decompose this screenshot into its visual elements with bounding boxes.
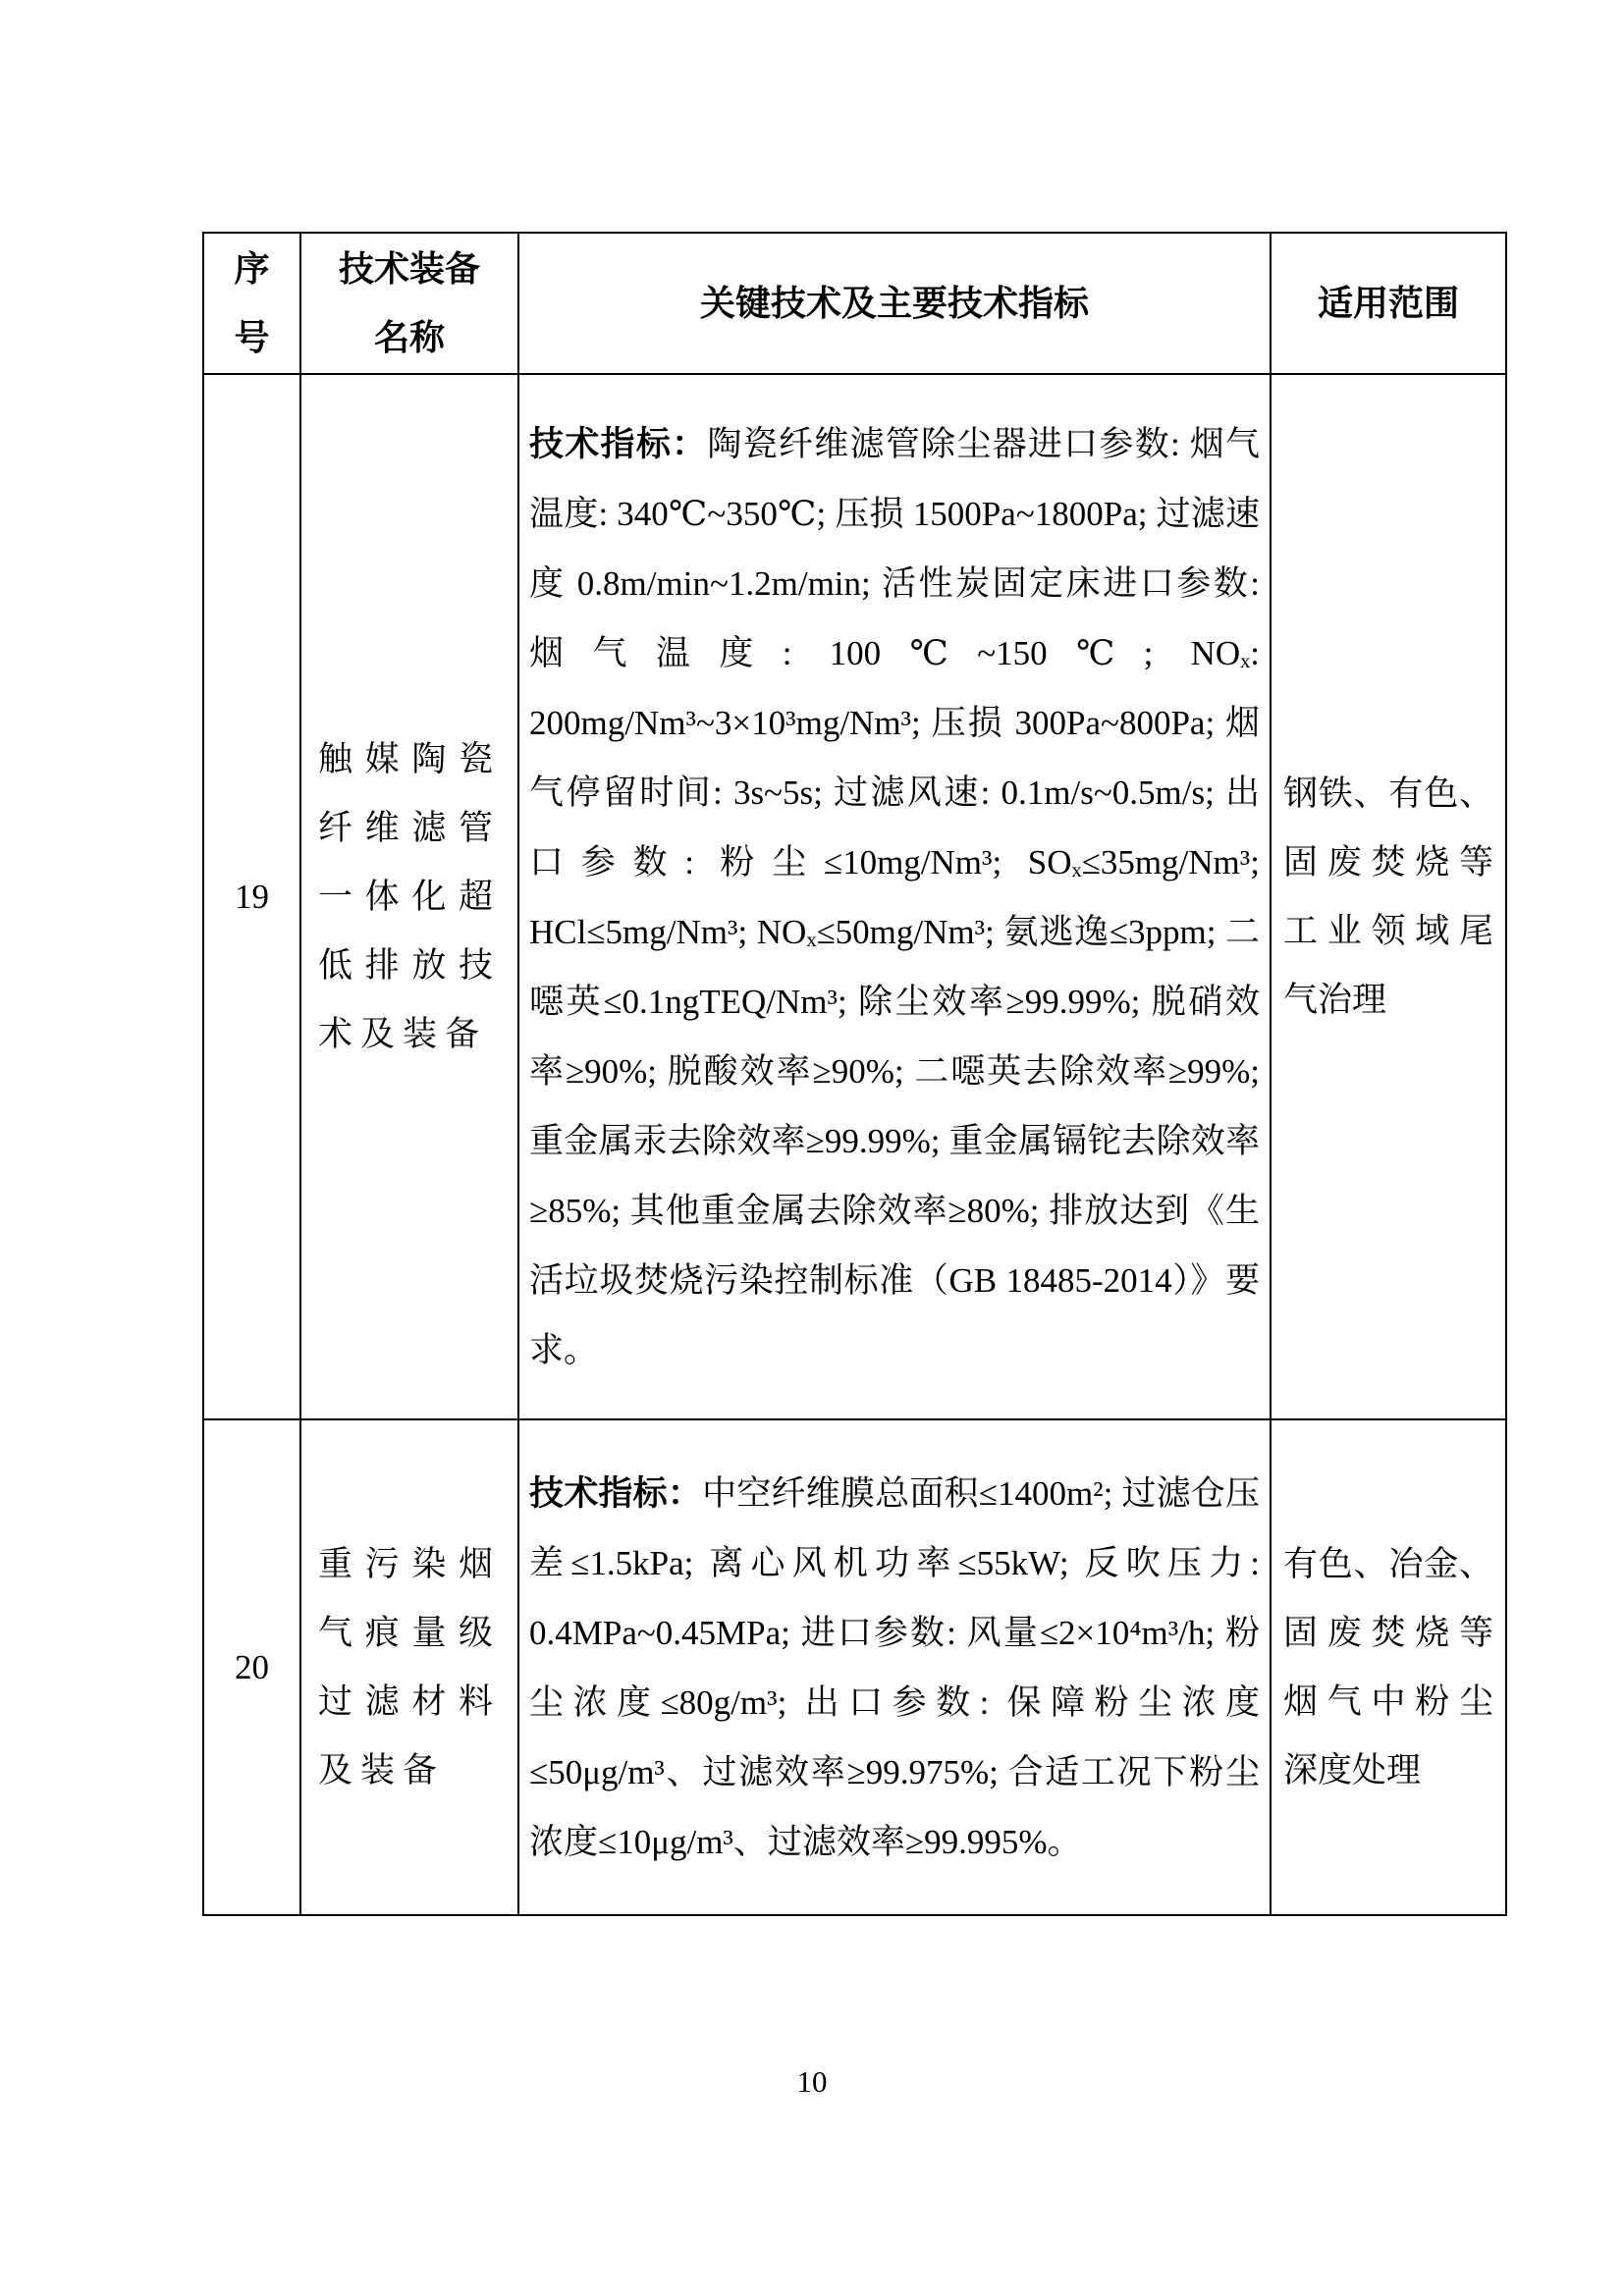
header-indicators: 关键技术及主要技术指标 bbox=[518, 233, 1271, 374]
row-20-scope-text: 有色、冶金、 固废焚烧等 烟气中粉尘 深度处理 bbox=[1283, 1544, 1493, 1789]
row-19-indicator-text: 陶瓷纤维滤管除尘器进口参数: 烟气温度: 340℃~350℃; 压损 1500Pa~1800Pa; 过滤速度 0.8m/min~1.2m/min; 活性炭固定床进口参数: 烟气温度: 100℃~150℃; NOₓ: 200mg/Nm³~3×10³mg/Nm³; 压损 300Pa~800Pa; 烟气停留时间: 3s~5s; 过滤风速: 0.1m/s~0.5m/s; 出口参数: 粉尘≤10mg/Nm³; SOₓ≤35mg/Nm³; HCl≤5mg/Nm³; NOₓ≤50mg/Nm³; 氨逃逸≤3ppm; 二噁英≤0.1ngTEQ/Nm³; 除尘效率≥99.99%; 脱硝效率≥90%; 脱酸效率≥90%; 二噁英去除效率≥99%; 重金属汞去除效率≥99.99%; 重金属镉铊去除效率≥85%; 其他重金属去除效率≥80%; 排放达到《生活垃圾焚烧污染控制标准（GB 18485-2014）》要求。 bbox=[529, 424, 1260, 1369]
row-19-indicators bbox=[518, 374, 1271, 1419]
table-header-row bbox=[203, 233, 1506, 374]
row-20-indicators bbox=[518, 1419, 1271, 1915]
header-seq bbox=[203, 233, 300, 374]
row-20-scope bbox=[1271, 1419, 1506, 1915]
tech-equipment-table bbox=[202, 232, 1507, 1916]
row-20-equipment-name-text: 重污染烟 气痕量级 过滤材料 及装备 bbox=[318, 1544, 501, 1789]
page-number: 10 bbox=[796, 2064, 828, 2099]
row-19-equipment-name bbox=[300, 374, 518, 1419]
table-row-19 bbox=[203, 374, 1506, 1419]
header-equipment-name bbox=[300, 233, 518, 374]
row-19-equipment-name-text: 触媒陶瓷 纤维滤管 一体化超 低排放技 术及装备 bbox=[318, 739, 501, 1053]
row-20-indicator-text: 中空纤维膜总面积≤1400m²; 过滤仓压差≤1.5kPa; 离心风机功率≤55kW; 反吹压力: 0.4MPa~0.45MPa; 进口参数: 风量≤2×10⁴m³/h; 粉尘浓度≤80g/m³; 出口参数: 保障粉尘浓度≤50μg/m³、过滤效率≥99.975%; 合适工况下粉尘浓度≤10μg/m³、过滤效率≥99.995%。 bbox=[529, 1473, 1260, 1861]
table-row-20 bbox=[203, 1419, 1506, 1915]
row-19-scope bbox=[1271, 374, 1506, 1419]
header-equipment-name-label: 技术装备 名称 bbox=[338, 248, 480, 357]
row-19-indicator-label: 技术指标： bbox=[529, 424, 708, 463]
row-19-seq: 19 bbox=[203, 374, 300, 1419]
row-20-seq: 20 bbox=[203, 1419, 300, 1915]
row-20-equipment-name bbox=[300, 1419, 518, 1915]
header-seq-label: 序 号 bbox=[234, 248, 270, 357]
row-19-scope-text: 钢铁、有色、 固废焚烧等 工业领域尾 气治理 bbox=[1283, 774, 1493, 1019]
row-20-indicator-label: 技术指标： bbox=[529, 1473, 703, 1513]
header-scope: 适用范围 bbox=[1271, 233, 1506, 374]
